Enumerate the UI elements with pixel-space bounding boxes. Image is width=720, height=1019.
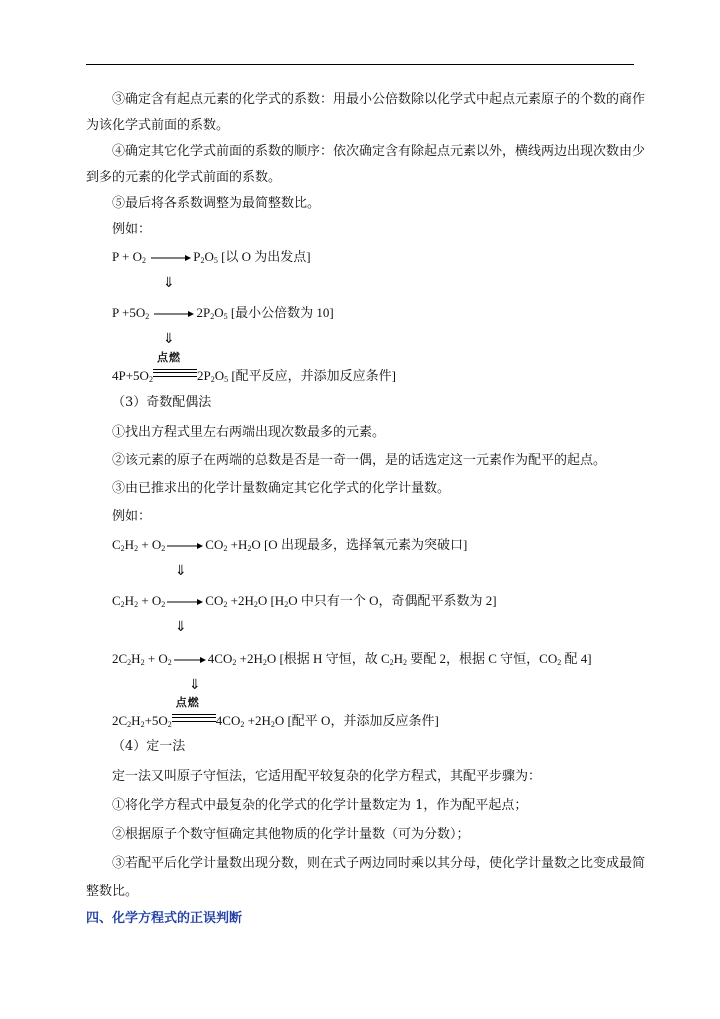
paragraph-step3-line2: 为该化学式前面的系数。 xyxy=(86,118,230,133)
section-4-step3-line2: 整数比。 xyxy=(86,884,139,899)
example-label-1: 例如： xyxy=(112,222,152,237)
paragraph-step4-line1: ④确定其它化学式前面的系数的顺序：依次确定含有除起点元素以外，横线两边出现次数由少 xyxy=(112,144,646,159)
paragraph-step3-line1: ③确定含有起点元素的化学式的系数：用最小公倍数除以化学式中起点元素原子的个数的商作 xyxy=(112,92,646,107)
down-arrow-icon: ⇓ xyxy=(163,275,175,291)
equation-1: $P + O_2$ $P_2O_5$ [以 O 为出发点] xyxy=(112,249,311,265)
equation-2: $P +5O_2$ $2P_2O_5$ [最小公倍数为 10] xyxy=(112,305,334,321)
down-arrow-icon: ⇓ xyxy=(163,331,175,347)
section-4-intro: 定一法又叫原子守恒法，它适用配平较复杂的化学方程式，其配平步骤为： xyxy=(112,769,542,784)
ignition-condition: 点燃 xyxy=(153,366,197,380)
section-3-step3: ③由已推求出的化学计量数确定其它化学式的化学计量数。 xyxy=(112,481,451,496)
arrow-icon xyxy=(167,598,203,606)
section-heading-four: 四、化学方程式的正误判断 xyxy=(86,911,243,926)
example-label-2: 例如： xyxy=(112,509,152,524)
equation-6: $2C_2H_2 + O_2$ $4CO_2 +2H_2O$ [根据 H 守恒，故 $C_2H_2$ 要配 2，根据 C 守恒，$CO_2$ 配 4] xyxy=(112,651,592,667)
equation-7: $2C_2H_2+5O_2$ 点燃 $4CO_2 +2H_2O$ [配平 O，并添加反应条件] xyxy=(112,696,439,729)
section-4-title: （4）定一法 xyxy=(112,739,186,754)
down-arrow-icon: ⇓ xyxy=(175,563,187,579)
header-rule xyxy=(86,64,634,65)
section-3-title: （3）奇数配偶法 xyxy=(112,395,212,410)
section-4-step2: ②根据原子个数守恒确定其他物质的化学计量数（可为分数）； xyxy=(112,827,470,842)
ignition-condition: 点燃 xyxy=(172,711,216,725)
down-arrow-icon: ⇓ xyxy=(189,677,201,693)
equation-5: $C_2H_2 + O_2$ $CO_2 +2H_2O$ [$H_2O$ 中只有一个 O，奇偶配平系数为 2] xyxy=(112,593,497,609)
paragraph-step5: ⑤最后将各系数调整为最简整数比。 xyxy=(112,196,321,211)
arrow-icon xyxy=(167,542,203,550)
equation-4: $C_2H_2 + O_2$ $CO_2 +H_2O$ [O 出现最多，选择氧元素为突破口] xyxy=(112,537,468,553)
arrow-icon xyxy=(174,656,206,664)
arrow-icon xyxy=(151,254,191,262)
paragraph-step4-line2: 到多的元素的化学式前面的系数。 xyxy=(86,170,282,185)
section-4-step1: ①将化学方程式中最复杂的化学式的化学计量数定为 1，作为配平起点； xyxy=(112,798,528,813)
arrow-icon xyxy=(154,310,194,318)
section-3-step2: ②该元素的原子在两端的总数是否是一奇一偶，是的话选定这一元素作为配平的起点。 xyxy=(112,453,607,468)
section-4-step3-line1: ③若配平后化学计量数出现分数，则在式子两边同时乘以其分母，使化学计量数之比变成最简 xyxy=(112,856,646,871)
equation-3: $4P+5O_2$ 点燃 $2P_2O_5$ [配平反应，并添加反应条件] xyxy=(112,351,396,384)
down-arrow-icon: ⇓ xyxy=(175,619,187,635)
section-3-step1: ①找出方程式里左右两端出现次数最多的元素。 xyxy=(112,425,386,440)
